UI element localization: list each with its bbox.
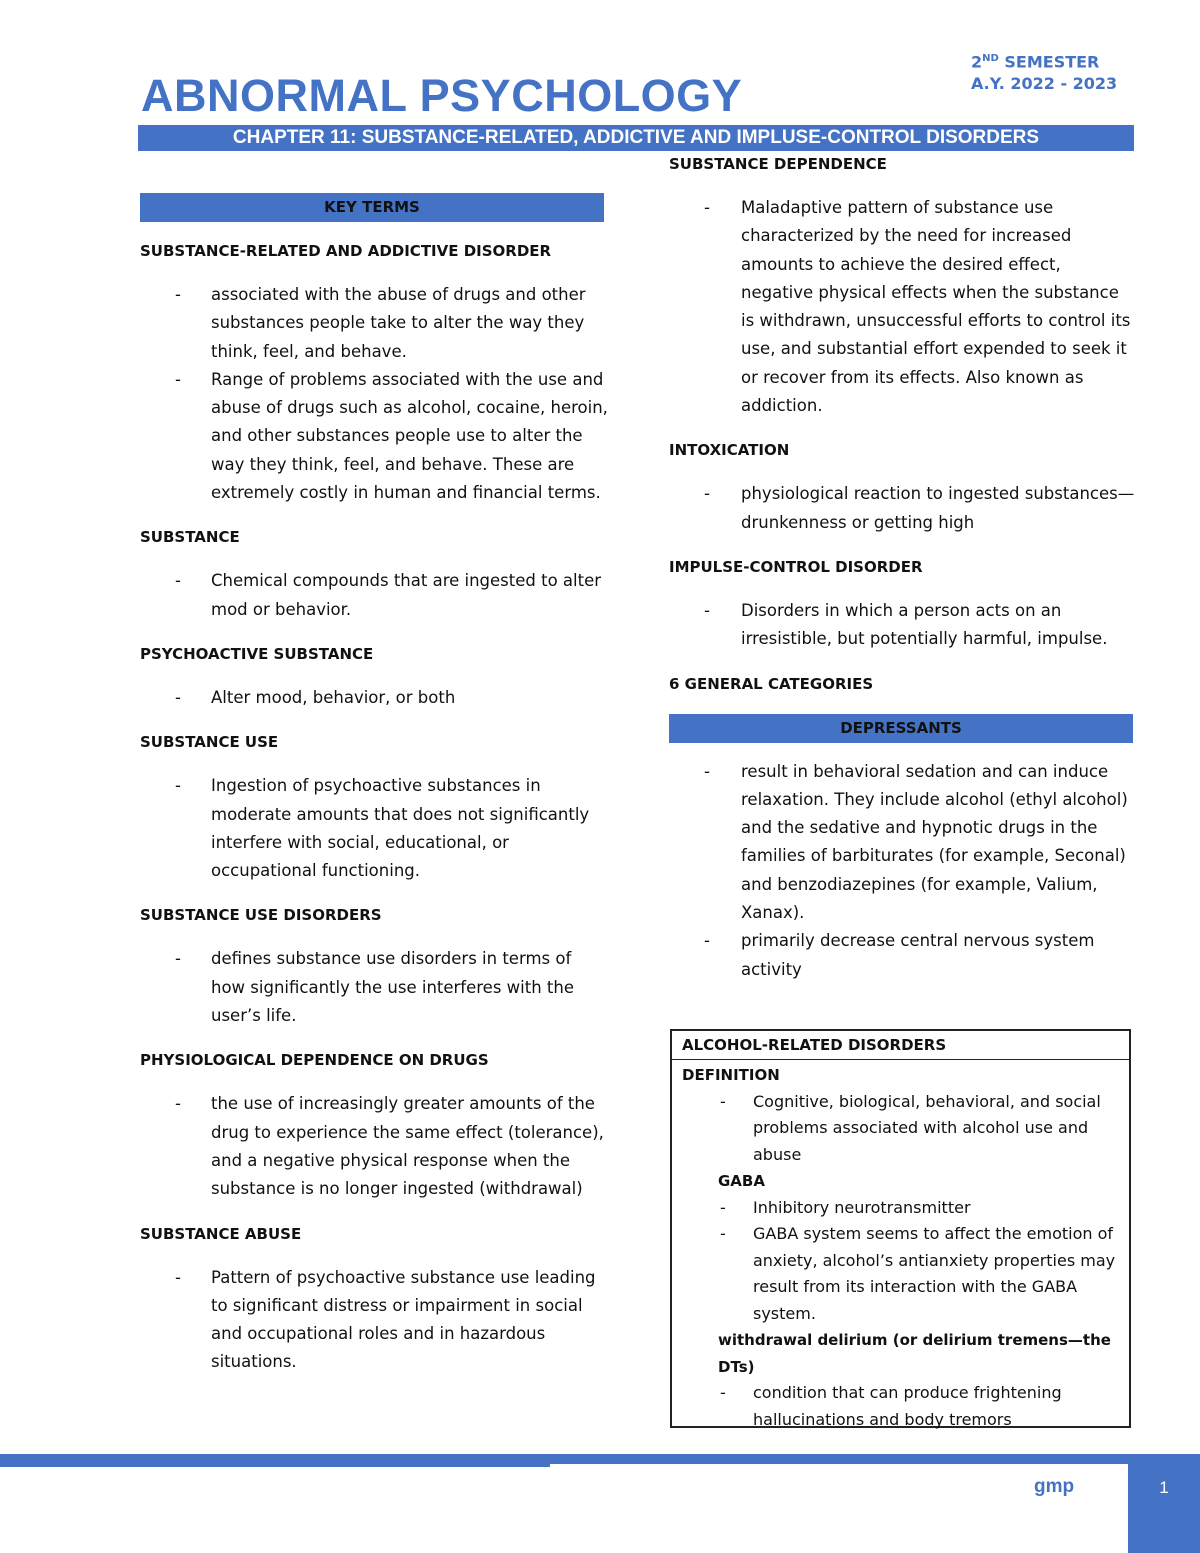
list-item: - primarily decrease central nervous system activity: [669, 927, 1135, 984]
section-list: [669, 480, 1135, 537]
footer-author-tag: gmp: [1034, 1476, 1075, 1497]
list-item: - condition that can produce frightening hallucinations and body tremors: [682, 1380, 1119, 1433]
list-item: - Range of problems associated with the use and abuse of drugs such as alcohol, cocaine, heroin, and other substances people use to alter the way they think, feel, and behave. These are extremely costly in human and financial terms.: [140, 366, 610, 507]
section-list: [140, 684, 610, 712]
academic-year: A.Y. 2022 - 2023: [971, 74, 1118, 94]
section-heading: SUBSTANCE USE: [140, 733, 279, 752]
page-title: ABNORMAL PSYCHOLOGY: [141, 70, 743, 121]
left-column: [140, 193, 610, 1393]
gaba-list: [682, 1195, 1119, 1328]
list-item: - Disorders in which a person acts on an irresistible, but potentially harmful, impulse.: [669, 597, 1135, 654]
list-item: - the use of increasingly greater amounts of the drug to experience the same effect (tolerance), and a negative physical response when the substance is no longer ingested (withdrawal): [140, 1090, 610, 1203]
section-list: [140, 1090, 610, 1203]
definition-label: DEFINITION: [682, 1066, 780, 1084]
section-list: [140, 281, 610, 507]
list-item: - defines substance use disorders in terms of how significantly the use interferes with the user’s life.: [140, 945, 610, 1030]
list-item: - Pattern of psychoactive substance use leading to significant distress or impairment in social and occupational roles and in hazardous situations.: [140, 1264, 610, 1377]
gaba-label: GABA: [718, 1172, 765, 1190]
section-heading: SUBSTANCE: [140, 528, 240, 547]
section-heading: IMPULSE-CONTROL DISORDER: [669, 557, 923, 576]
depressants-list: [669, 758, 1135, 984]
list-item: - GABA system seems to affect the emotion of anxiety, alcohol’s antianxiety properties may result from its interaction with the GABA system.: [682, 1221, 1119, 1327]
list-item: - Ingestion of psychoactive substances in moderate amounts that does not significantly interfere with social, educational, or occupational functioning.: [140, 772, 610, 885]
section-heading: SUBSTANCE USE DISORDERS: [140, 906, 382, 925]
semester-line: [971, 48, 1117, 73]
semester-suffix: ND: [982, 53, 999, 64]
section-list: [140, 567, 610, 624]
list-item: - Maladaptive pattern of substance use characterized by the need for increased amounts to achieve the desired effect, negative physical effects when the substance is withdrawn, unsuccessful efforts to control its use, and substantial effort expended to seek it or recover from its effects. Also known as addiction.: [669, 194, 1135, 420]
section-list: [669, 194, 1135, 420]
right-column: [669, 150, 1135, 1000]
semester-number: 2: [971, 52, 983, 72]
list-item: - Alter mood, behavior, or both: [140, 684, 610, 712]
box-body: [672, 1060, 1129, 1433]
semester-info: [971, 48, 1117, 95]
withdrawal-label: withdrawal delirium (or delirium tremens—the DTs): [718, 1331, 1111, 1376]
page-number: 1: [1128, 1464, 1200, 1553]
section-list: [140, 772, 610, 885]
list-item: - associated with the abuse of drugs and other substances people take to alter the way they think, feel, and behave.: [140, 281, 610, 366]
section-list: [669, 597, 1135, 654]
depressants-bar: DEPRESSANTS: [669, 714, 1133, 743]
list-item: - result in behavioral sedation and can induce relaxation. They include alcohol (ethyl alcohol) and the sedative and hypnotic drugs in the families of barbiturates (for example, Seconal) and benzodiazepines (for example, Valium, Xanax).: [669, 758, 1135, 928]
section-heading: SUBSTANCE DEPENDENCE: [669, 155, 887, 173]
box-title: ALCOHOL-RELATED DISORDERS: [672, 1031, 1129, 1060]
section-list: [140, 1264, 610, 1377]
section-heading: PSYCHOACTIVE SUBSTANCE: [140, 644, 374, 663]
key-terms-bar: KEY TERMS: [140, 193, 604, 222]
list-item: - Cognitive, biological, behavioral, and social problems associated with alcohol use and abuse: [682, 1089, 1119, 1169]
footer-rule: [0, 1454, 1200, 1464]
section-heading: SUBSTANCE ABUSE: [140, 1224, 302, 1243]
section-heading: INTOXICATION: [669, 441, 790, 460]
section-heading: PHYSIOLOGICAL DEPENDENCE ON DRUGS: [140, 1051, 489, 1070]
categories-heading: 6 GENERAL CATEGORIES: [669, 674, 874, 693]
list-item: - Inhibitory neurotransmitter: [682, 1195, 1119, 1222]
withdrawal-list: [682, 1380, 1119, 1433]
alcohol-disorders-box: [670, 1029, 1131, 1428]
list-item: - physiological reaction to ingested substances—drunkenness or getting high: [669, 480, 1135, 537]
footer-rule-secondary: [0, 1464, 550, 1467]
chapter-banner: CHAPTER 11: SUBSTANCE-RELATED, ADDICTIVE AND IMPLUSE-CONTROL DISORDERS: [138, 125, 1134, 151]
list-item: - Chemical compounds that are ingested to alter mod or behavior.: [140, 567, 610, 624]
semester-word: SEMESTER: [998, 52, 1100, 72]
section-heading: SUBSTANCE-RELATED AND ADDICTIVE DISORDER: [140, 242, 552, 260]
section-list: [140, 945, 610, 1030]
definition-list: [682, 1089, 1119, 1169]
